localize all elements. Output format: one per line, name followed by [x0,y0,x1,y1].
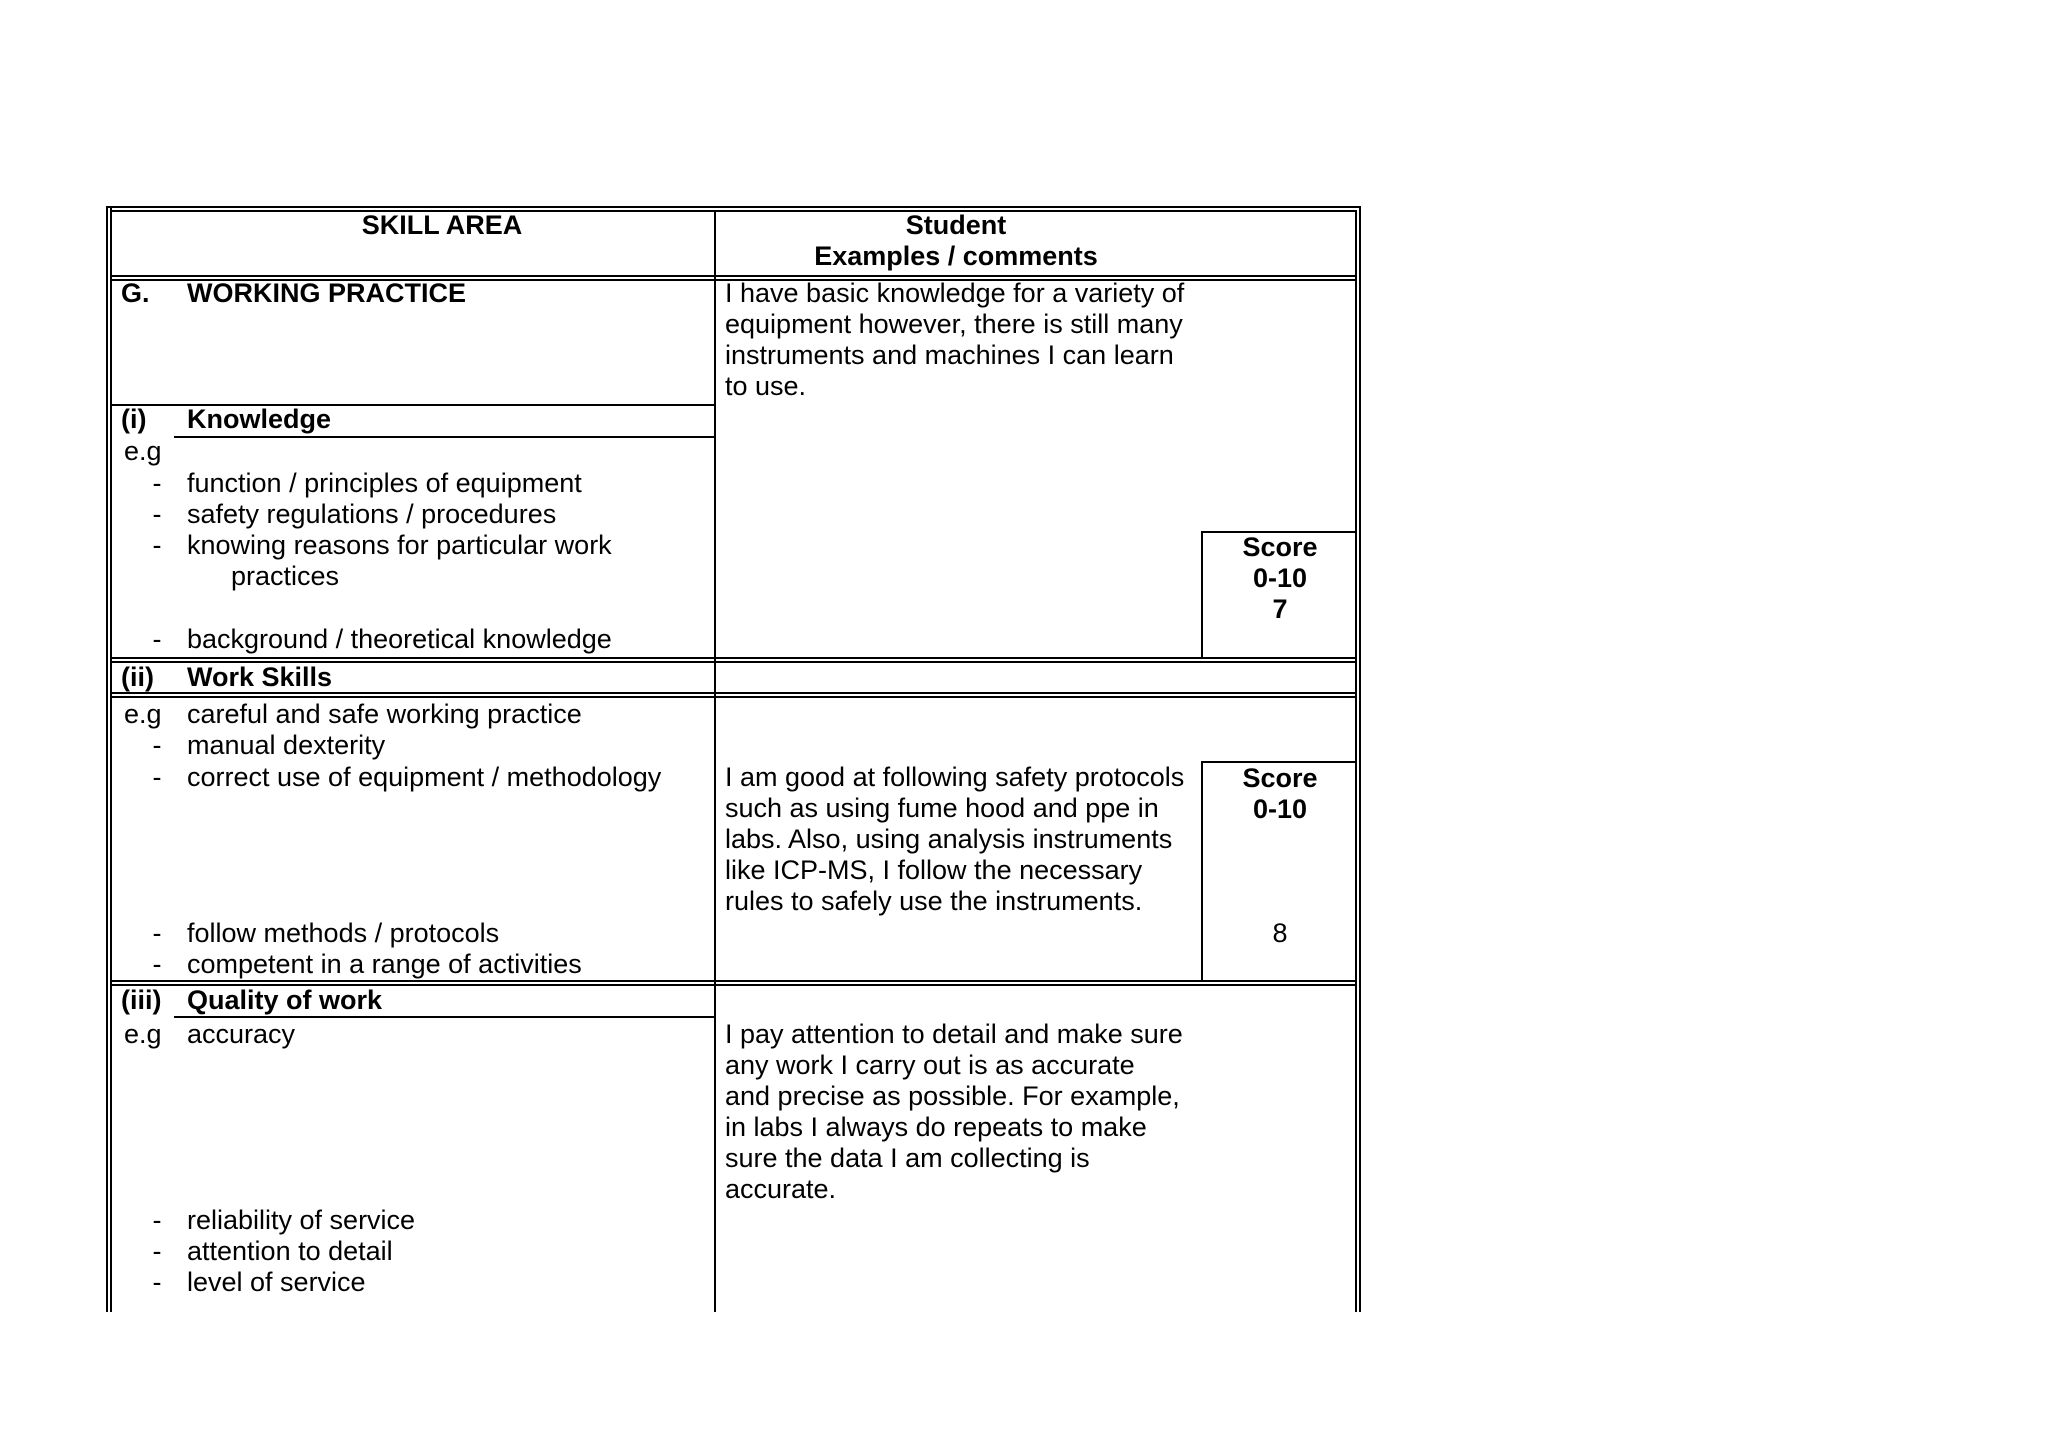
bullet-dash: - [152,949,162,979]
student-header-line1: Student [905,210,1007,240]
quality-comment-line: accurate. [725,1174,837,1204]
header-rule-top [110,275,1357,277]
quality-comment-line: sure the data I am collecting is [725,1143,1090,1173]
work-skills-item: competent in a range of activities [187,949,582,979]
table-border-top-outer [106,206,1361,208]
quality-item: attention to detail [187,1236,393,1266]
bullet-dash: - [152,762,162,792]
column-divider [714,210,716,1312]
quality-title-underline [174,1016,714,1018]
bullet-dash: - [152,730,162,760]
quality-rule-top [110,980,1357,982]
quality-comment-line: I pay attention to detail and make sure [725,1019,1183,1049]
work-skills-score-label: Score [1242,763,1318,793]
work-skills-rule-a [110,657,1357,659]
bullet-dash: - [152,499,162,529]
knowledge-item: background / theoretical knowledge [187,624,612,654]
quality-comment-line: any work I carry out is as accurate [725,1050,1135,1080]
student-header-line2: Examples / comments [814,241,1098,271]
section-title: WORKING PRACTICE [187,278,466,308]
work-skills-item: careful and safe working practice [187,699,582,729]
knowledge-comment-line: to use. [725,371,807,401]
bullet-dash: - [152,624,162,654]
work-skills-eg: e.g [124,699,162,729]
work-skills-comment-line: I am good at following safety protocols [725,762,1185,792]
bullet-dash: - [152,1205,162,1235]
work-skills-rule-d [110,696,1357,698]
quality-item: accuracy [187,1019,296,1049]
bullet-dash: - [152,530,162,560]
work-skills-item: follow methods / protocols [187,918,500,948]
knowledge-title: Knowledge [187,404,332,434]
knowledge-score-label: Score [1242,532,1318,562]
bullet-dash: - [152,1267,162,1297]
section-letter: G. [121,278,150,308]
work-skills-comment-line: labs. Also, using analysis instruments [725,824,1173,854]
work-skills-comment-line: like ICP-MS, I follow the necessary [725,855,1143,885]
work-skills-title: Work Skills [187,662,333,692]
bullet-dash: - [152,1236,162,1266]
knowledge-item: function / principles of equipment [187,468,582,498]
work-skills-score-range: 0-10 [1252,794,1308,824]
table-border-right-outer [1359,206,1361,1312]
quality-title: Quality of work [187,985,383,1015]
knowledge-item: knowing reasons for particular work [187,530,612,560]
table-border-left-inner [110,206,112,1312]
knowledge-eg: e.g [124,436,162,466]
knowledge-score-range: 0-10 [1252,563,1308,593]
work-skills-item: manual dexterity [187,730,386,760]
quality-numeral: (iii) [121,985,162,1015]
knowledge-comment-line: equipment however, there is still many [725,309,1183,339]
knowledge-numeral: (i) [121,404,147,434]
quality-comment-line: and precise as possible. For example, [725,1081,1180,1111]
knowledge-rule-bottom [174,436,714,438]
quality-item: level of service [187,1267,366,1297]
work-skills-score-value: 8 [1272,918,1288,948]
quality-comment-line: in labs I always do repeats to make [725,1112,1147,1142]
work-skills-comment-line: such as using fume hood and ppe in [725,793,1159,823]
knowledge-comment-line: I have basic knowledge for a variety of [725,278,1185,308]
knowledge-score-value: 7 [1272,594,1288,624]
skill-area-header: SKILL AREA [361,210,523,240]
bullet-dash: - [152,468,162,498]
bullet-dash: - [152,918,162,948]
knowledge-item: safety regulations / procedures [187,499,557,529]
quality-item: reliability of service [187,1205,416,1235]
table-border-left-outer [106,206,108,1312]
knowledge-item-continuation: practices [231,561,340,591]
work-skills-numeral: (ii) [121,662,154,692]
knowledge-comment-line: instruments and machines I can learn [725,340,1174,370]
work-skills-comment-line: rules to safely use the instruments. [725,886,1143,916]
work-skills-item: correct use of equipment / methodology [187,762,662,792]
quality-eg: e.g [124,1019,162,1049]
